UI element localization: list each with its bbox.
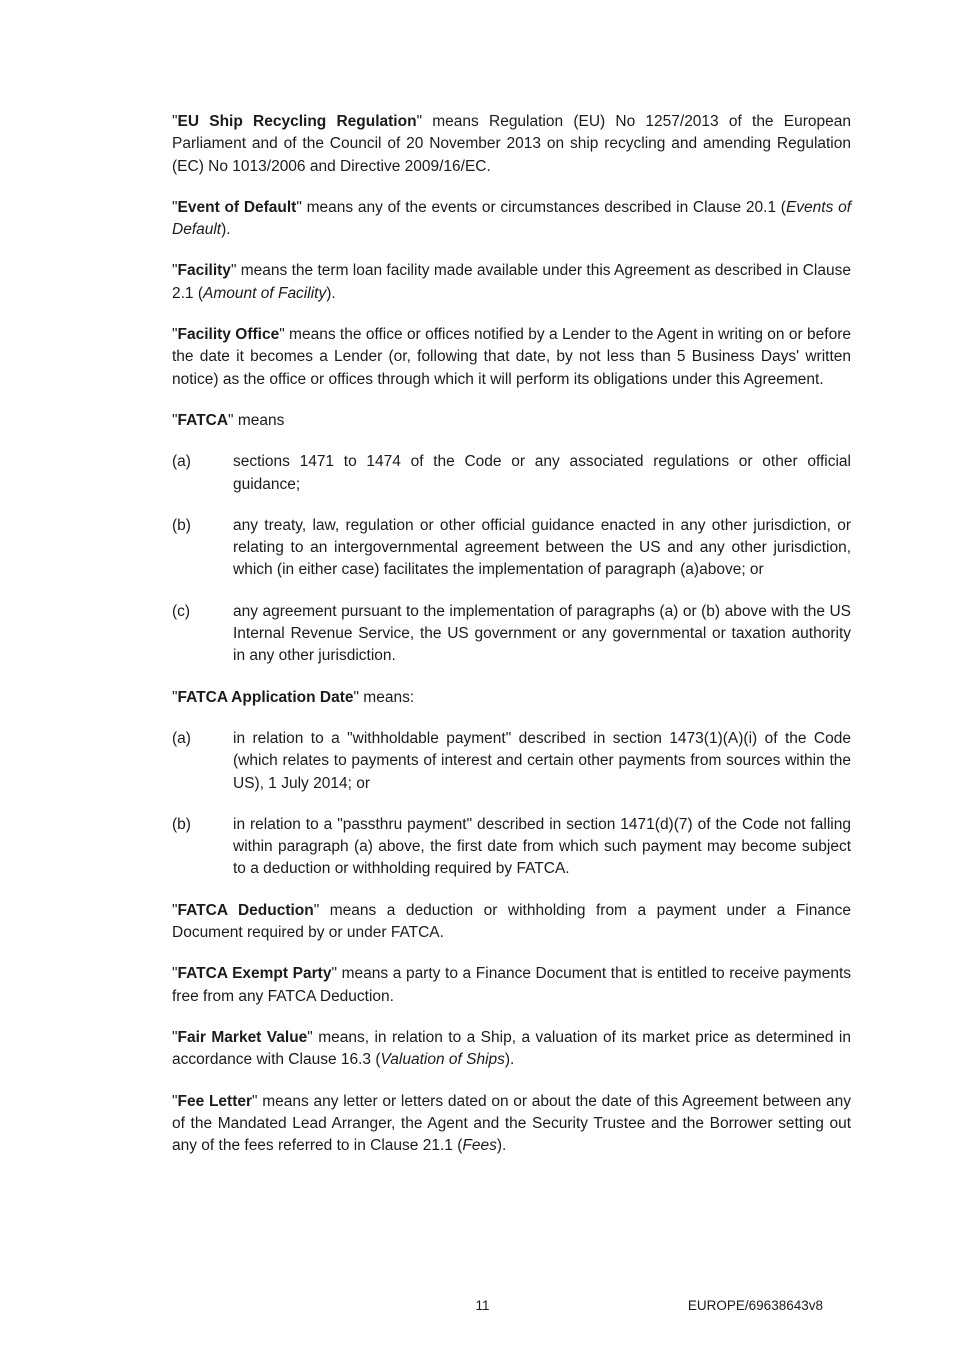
definition-paragraph	[172, 111, 851, 178]
definition-text: " means	[228, 411, 285, 429]
definition-text: " means any letter or letters dated on or about the date of this Agreement between any of the Mandated Lead Arranger, the Agent and the Security Trustee and the Borrower setting out any of the fees referred to in Clause 21.1 (	[172, 1092, 851, 1155]
clause-letter: (b)	[172, 815, 191, 833]
definition-text: " means, in relation to a Ship, a valuation of its market price as determined in accordance with Clause 16.3 (	[172, 1028, 851, 1069]
clause-cross-reference: Fees	[462, 1137, 497, 1155]
definition-paragraph	[172, 900, 851, 945]
definition-text: " means the office or offices notified by a Lender to the Agent in writing on or before the date it becomes a Lender (or, following that date, by not less than 5 Business Days' written notice) as the office or offices through which it will perform its obligations under this Agreement.	[172, 326, 851, 388]
definition-paragraph	[172, 260, 851, 305]
definition-text: "	[172, 1092, 178, 1110]
definition-paragraph	[172, 197, 851, 242]
definition-text: "	[172, 198, 178, 216]
definition-paragraph	[172, 1091, 851, 1158]
clause-cross-reference: Amount of Facility	[203, 284, 327, 302]
clause-letter: (c)	[172, 602, 191, 620]
defined-term: FATCA Application Date	[177, 688, 354, 706]
definition-text: "	[172, 113, 178, 130]
defined-term: Fair Market Value	[177, 1028, 308, 1046]
definition-text: " means the term loan facility made available under this Agreement as described in Clause 2.1 (	[172, 262, 851, 302]
definition-paragraph	[172, 963, 851, 1008]
defined-term: FATCA Exempt Party	[177, 965, 332, 983]
definition-text: " means a party to a Finance Document that is entitled to receive payments free from any FATCA Deduction.	[172, 965, 852, 1005]
definition-text: in relation to a "passthru payment" described in section 1471(d)(7) of the Code not falling within paragraph (a) above, the first date from which such payment may become subject to a deduction or withholding required by FATCA.	[233, 815, 851, 878]
definition-text: any agreement pursuant to the implementation of paragraphs (a) or (b) above with the US Internal Revenue Service, the US government or any governmental or taxation authority in any other jurisdiction.	[233, 602, 851, 665]
definition-clause-item	[172, 601, 851, 668]
definition-text: sections 1471 to 1474 of the Code or any associated regulations or other official guidance;	[233, 453, 851, 493]
definition-clause-item	[172, 515, 851, 582]
definition-text: "	[172, 262, 178, 280]
clause-cross-reference: Events of Default	[172, 198, 851, 239]
definition-clause-item	[172, 728, 851, 795]
definition-text: "	[172, 326, 178, 344]
definition-text: ).	[504, 1051, 515, 1069]
definition-text: " means a deduction or withholding from a payment under a Finance Document required by or under FATCA.	[172, 901, 851, 942]
page-number: 11	[475, 1298, 490, 1313]
definition-text: "	[172, 1028, 178, 1046]
definition-paragraph	[172, 687, 851, 709]
definition-text: " means Regulation (EU) No 1257/2013 of the European Parliament and of the Council of 20 November 2013 on ship recycling and amending Regulation (EC) No 1013/2006 and Directive 2009/16/EC.	[172, 113, 851, 175]
defined-term: EU Ship Recycling Regulation	[177, 113, 417, 130]
definition-text: "	[172, 688, 178, 706]
definition-text: ).	[221, 221, 231, 239]
defined-term: FATCA	[177, 411, 229, 429]
clause-letter: (a)	[172, 453, 191, 471]
clause-letter: (b)	[172, 516, 191, 534]
definition-text: ).	[496, 1137, 507, 1155]
definition-paragraph	[172, 324, 851, 391]
definition-text: ).	[326, 284, 336, 302]
defined-term: Fee Letter	[177, 1092, 253, 1110]
page-footer	[0, 1296, 965, 1318]
definition-text: " means:	[353, 688, 415, 706]
definition-text: "	[172, 965, 178, 983]
defined-term: FATCA Deduction	[177, 901, 314, 919]
defined-term: Facility	[177, 262, 231, 280]
definition-text: in relation to a "withholdable payment" described in section 1473(1)(A)(i) of the Code (which relates to payments of interest and certain other payments from sources within the US), 1 July 2014; or	[233, 729, 851, 792]
definition-text: "	[172, 411, 178, 429]
document-reference: EUROPE/69638643v8	[687, 1298, 823, 1313]
definition-paragraph	[172, 1027, 851, 1072]
definition-clause-item	[172, 451, 851, 496]
definition-text: any treaty, law, regulation or other official guidance enacted in any other jurisdiction, or relating to an intergovernmental agreement between the US and any other jurisdiction, which (in either case) facilitates the implementation of paragraph (a)above; or	[233, 516, 851, 579]
definitions-section	[172, 111, 851, 1176]
definition-text: "	[172, 901, 178, 919]
definition-text: " means any of the events or circumstances described in Clause 20.1 (	[296, 198, 786, 216]
definition-paragraph	[172, 410, 851, 432]
clause-cross-reference: Valuation of Ships	[380, 1051, 505, 1069]
definition-clause-item	[172, 814, 851, 881]
defined-term: Facility Office	[177, 326, 280, 344]
defined-term: Event of Default	[177, 198, 297, 216]
clause-letter: (a)	[172, 729, 191, 747]
